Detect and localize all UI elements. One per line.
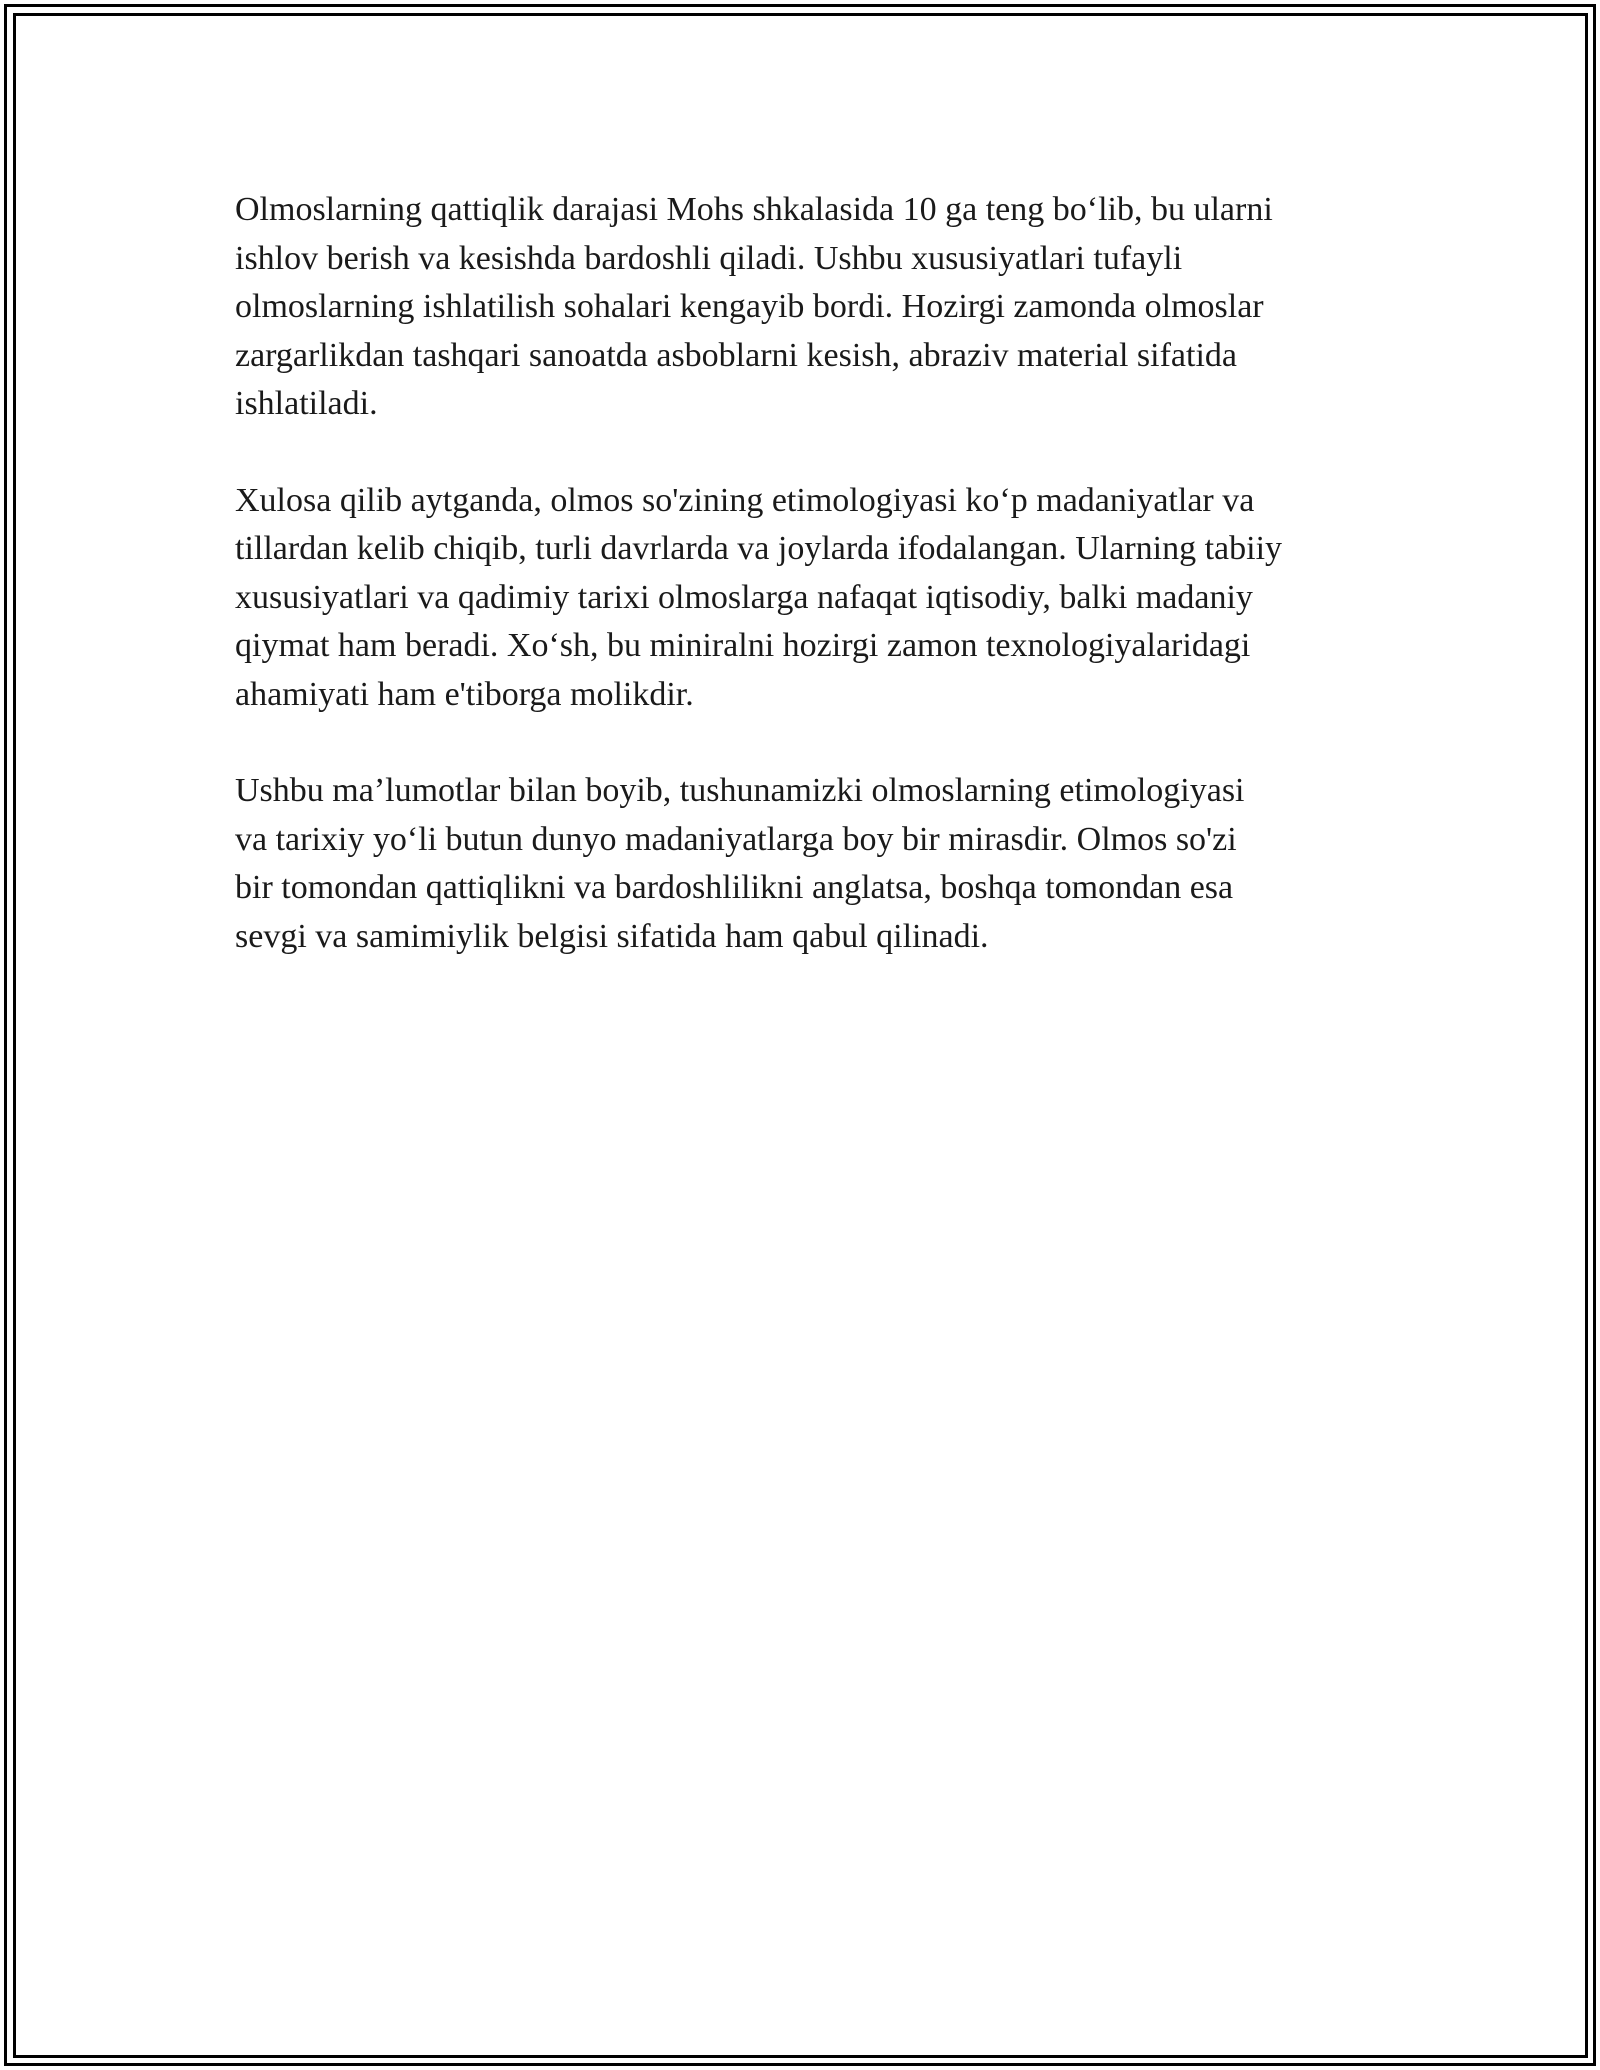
paragraph-line: qiymat ham beradi. Xo‘sh, bu miniralni hozirgi zamon texnologiyalaridagi [235,627,1251,664]
paragraph-2 [235,477,1375,720]
document-body [235,186,1375,1009]
paragraph-line: ishlatiladi. [235,385,378,422]
paragraph-line: Ushbu ma’lumotlar bilan boyib, tushunamizki olmoslarning etimologiyasi [235,772,1245,809]
paragraph-line: xususiyatlari va qadimiy tarixi olmoslarga nafaqat iqtisodiy, balki madaniy [235,578,1253,616]
paragraph-1 [235,186,1375,429]
paragraph-line: va tarixiy yo‘li butun dunyo madaniyatlarga boy bir mirasdir. Olmos so'zi [235,820,1237,858]
paragraph-line: olmoslarning ishlatilish sohalari kengayib bordi. Hozirgi zamonda olmoslar [235,288,1264,325]
paragraph-line: ahamiyati ham e'tiborga molikdir. [235,675,694,713]
paragraph-line: Xulosa qilib aytganda, olmos so'zining etimologiyasi ko‘p madaniyatlar va [235,481,1255,519]
paragraph-line: ishlov berish va kesishda bardoshli qiladi. Ushbu xususiyatlari tufayli [235,239,1183,277]
paragraph-line: Olmoslarning qattiqlik darajasi Mohs shkalasida 10 ga teng bo‘lib, bu ularni [235,191,1273,228]
paragraph-line: zargarlikdan tashqari sanoatda asboblarni kesish, abraziv material sifatida [235,336,1237,374]
paragraph-3 [235,767,1375,961]
paragraph-line: tillardan kelib chiqib, turli davrlarda va joylarda ifodalangan. Ularning tabiiy [235,530,1283,567]
paragraph-line: sevgi va samimiylik belgisi sifatida ham qabul qilinadi. [235,917,989,955]
paragraph-line: bir tomondan qattiqlikni va bardoshlilikni anglatsa, boshqa tomondan esa [235,869,1234,906]
